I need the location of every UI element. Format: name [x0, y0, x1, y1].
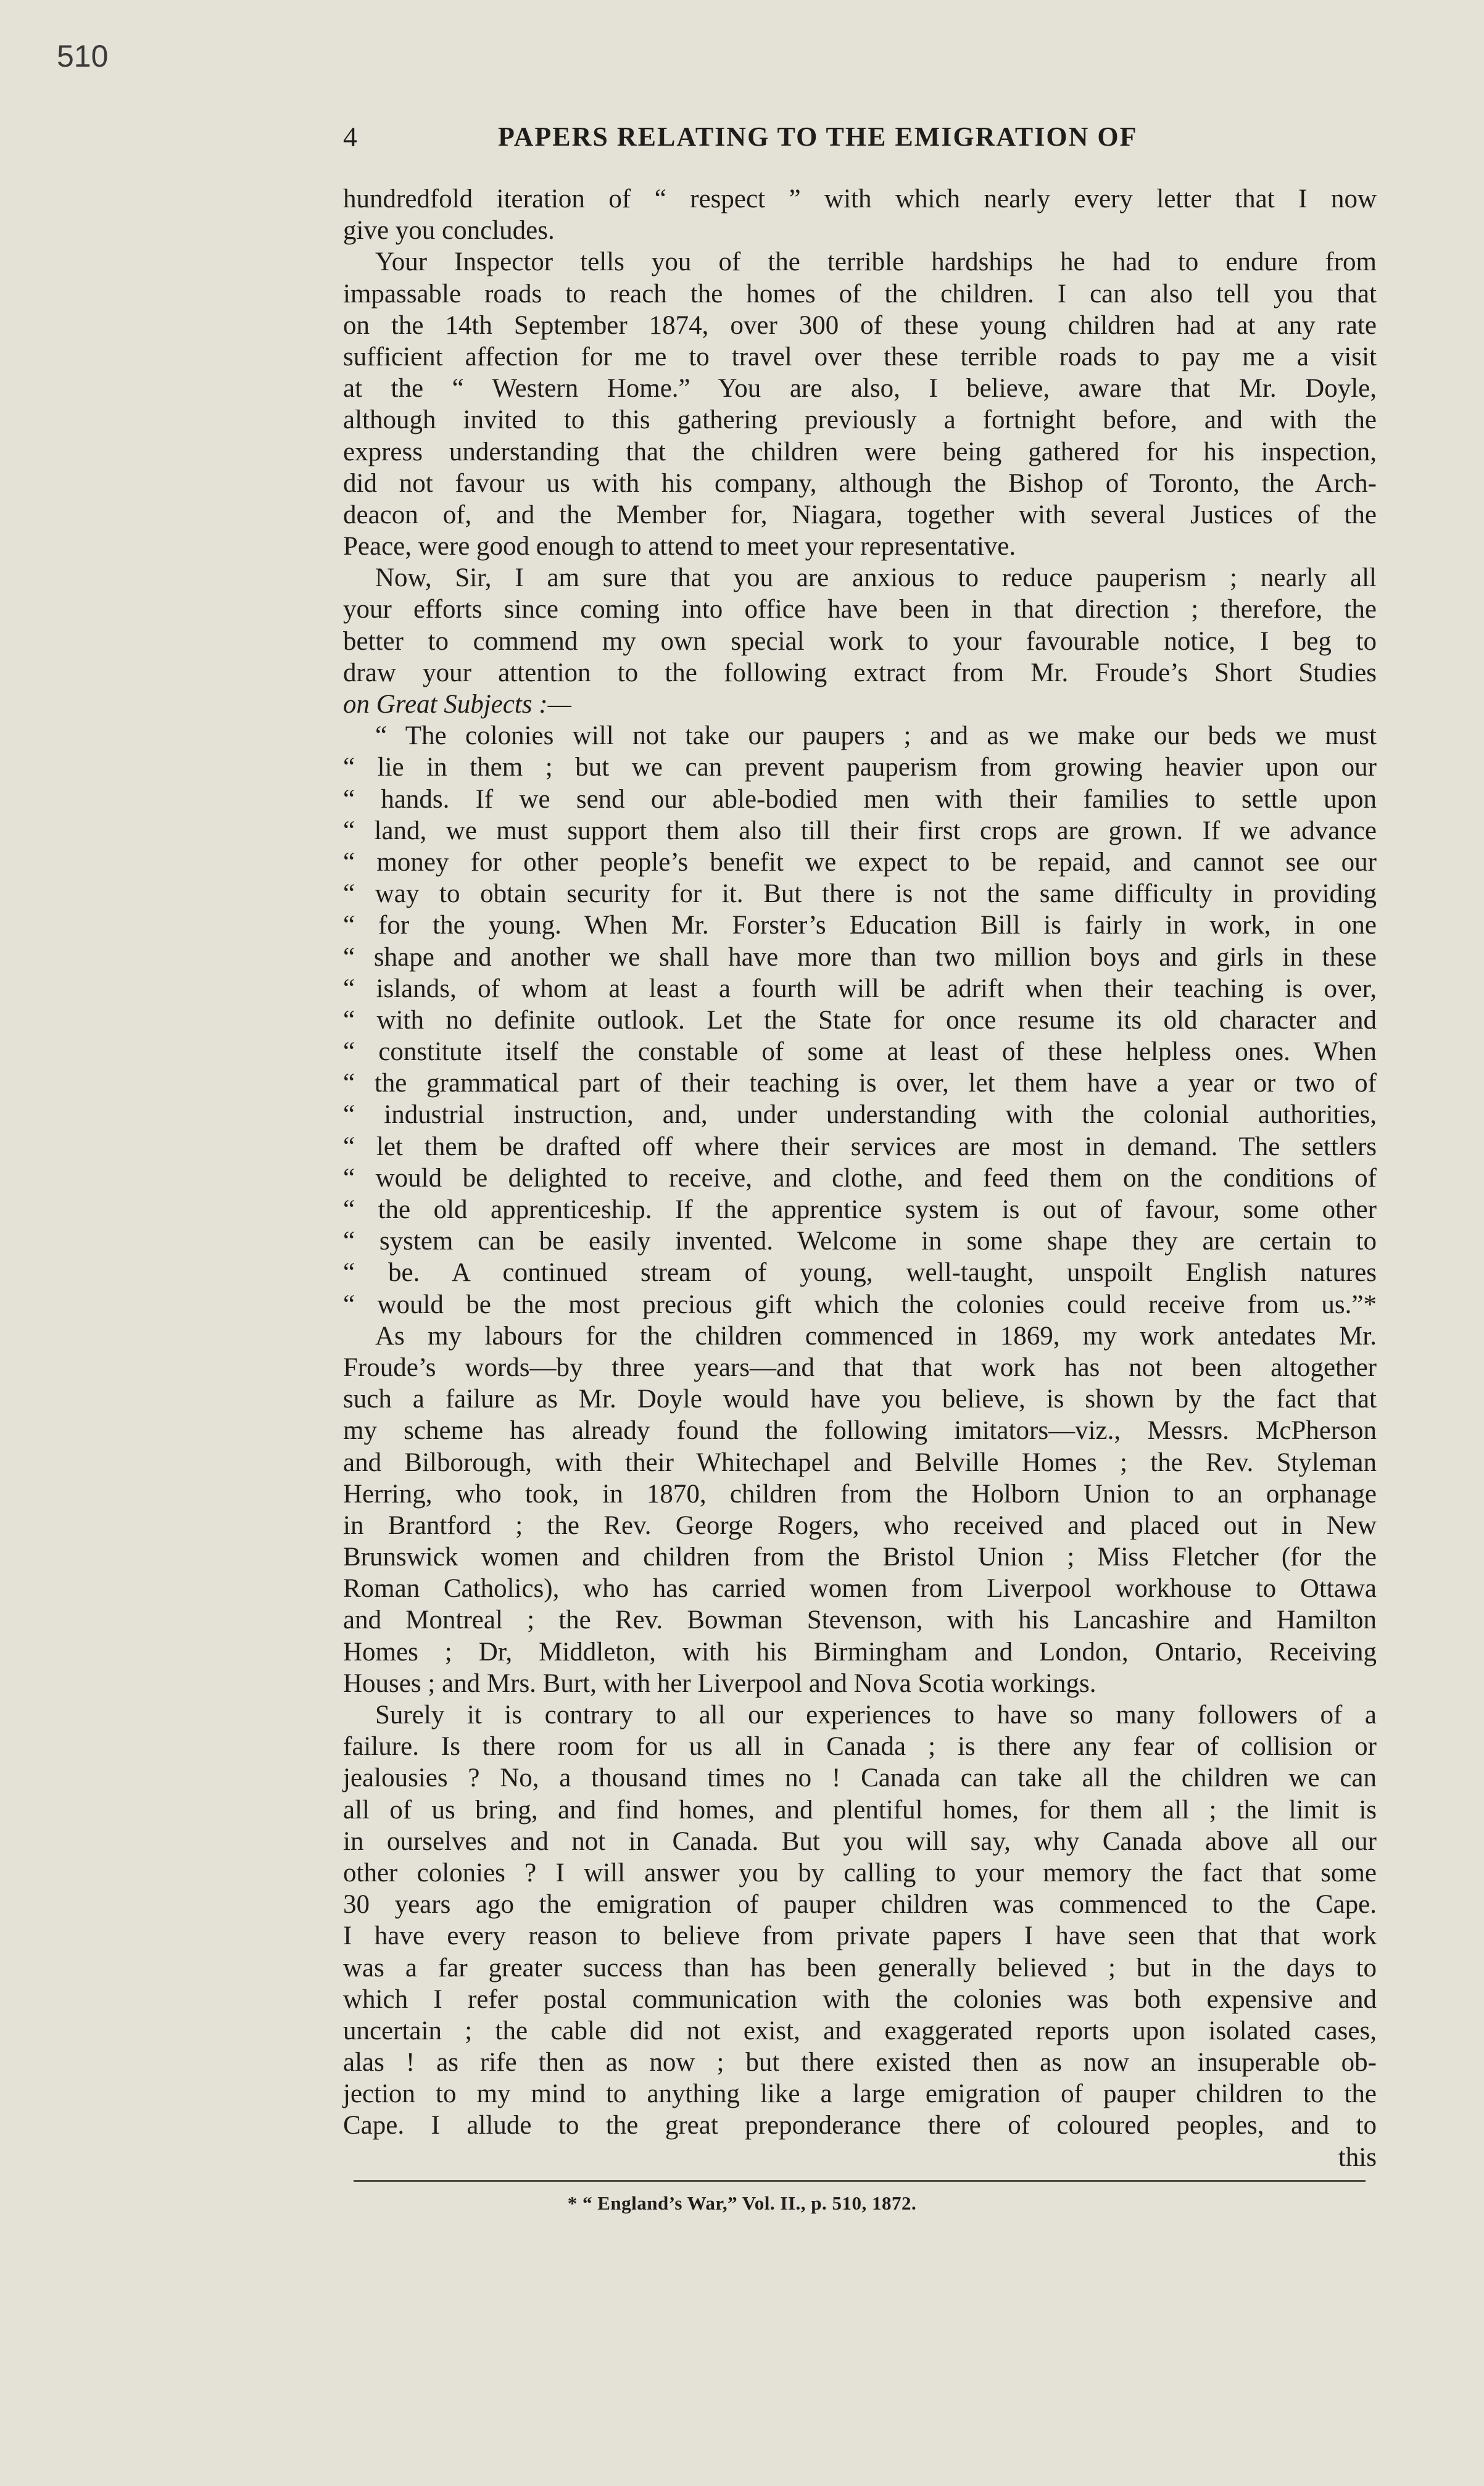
text-line: Cape. I allude to the great preponderance there of coloured peoples, and to: [343, 2111, 1377, 2140]
running-head-title: PAPERS RELATING TO THE EMIGRATION OF: [498, 122, 1138, 152]
quote-line: “ shape and another we shall have more than two million boys and girls in these: [343, 942, 1377, 972]
text-line: in Brantford ; the Rev. George Rogers, who received and placed out in New: [343, 1510, 1377, 1540]
text-line: failure. Is there room for us all in Canada ; is there any fear of collision or: [343, 1732, 1377, 1762]
quote-line: “ be. A continued stream of young, well-taught, unspoilt English natures: [343, 1258, 1377, 1288]
text-line: although invited to this gathering previously a fortnight before, and with the: [343, 405, 1377, 435]
text-line: give you concludes.: [343, 216, 555, 246]
text-line: in ourselves and not in Canada. But you will say, why Canada above all our: [343, 1826, 1377, 1856]
text-line: better to commend my own special work to your favourable notice, I beg to: [343, 626, 1377, 656]
text-line: sufficient affection for me to travel over these terrible roads to pay me a visit: [343, 342, 1377, 371]
text-line: my scheme has already found the following imitators—viz., Messrs. McPherson: [343, 1416, 1377, 1446]
text-line: was a far greater success than has been generally believed ; but in the days to: [343, 1953, 1377, 1983]
text-line: your efforts since coming into office have been in that direction ; therefore, the: [343, 595, 1377, 624]
text-line: on Great Subjects :—: [343, 690, 571, 719]
quote-line: “ way to obtain security for it. But there is not the same difficulty in providing: [343, 879, 1377, 909]
quote-line: “ lie in them ; but we can prevent pauperism from growing heavier upon our: [343, 753, 1377, 782]
text-line: and Montreal ; the Rev. Bowman Stevenson, with his Lancashire and Hamilton: [343, 1606, 1377, 1635]
text-line: such a failure as Mr. Doyle would have you believe, is shown by the fact that: [343, 1385, 1377, 1414]
text-line: As my labours for the children commenced in 1869, my work antedates Mr.: [375, 1321, 1377, 1351]
text-line: alas ! as rife then as now ; but there existed then as now an insuperable ob-: [343, 2048, 1377, 2078]
quote-line: “ constitute itself the constable of some at least of these helpless ones. When: [343, 1037, 1377, 1067]
text-line: other colonies ? I will answer you by calling to your memory the fact that some: [343, 1858, 1377, 1887]
text-line: hundredfold iteration of “ respect ” with which nearly every letter that I now: [343, 184, 1377, 213]
text-line: I have every reason to believe from private papers I have seen that that work: [343, 1921, 1377, 1951]
text-line: Roman Catholics), who has carried women from Liverpool workhouse to Ottawa: [343, 1574, 1377, 1604]
text-line: draw your attention to the following extract from Mr. Froude’s Short Studies: [343, 658, 1377, 687]
quote-line: “ industrial instruction, and, under understanding with the colonial authorities,: [343, 1100, 1377, 1130]
quote-line: “ with no definite outlook. Let the State for once resume its old character and: [343, 1005, 1377, 1035]
quote-line: “ hands. If we send our able-bodied men with their families to settle upon: [343, 784, 1377, 814]
body-text: [343, 183, 1377, 2173]
quote-line: “ would be delighted to receive, and clothe, and feed them on the conditions of: [343, 1163, 1377, 1193]
quote-line: “ the old apprenticeship. If the apprentice system is out of favour, some other: [343, 1195, 1377, 1224]
archive-page-number: 510: [57, 39, 109, 73]
quote-line: “ for the young. When Mr. Forster’s Education Bill is fairly in work, in one: [343, 911, 1377, 940]
catchword: this: [1338, 2142, 1377, 2172]
footnote: * “ England’s War,” Vol. II., p. 510, 1872.: [567, 2192, 917, 2214]
text-line: Now, Sir, I am sure that you are anxious to reduce pauperism ; nearly all: [375, 563, 1377, 593]
text-line: deacon of, and the Member for, Niagara, together with several Justices of the: [343, 500, 1377, 529]
text-line: Herring, who took, in 1870, children from the Holborn Union to an orphanage: [343, 1479, 1377, 1509]
text-line: which I refer postal communication with the colonies was both expensive and: [343, 1984, 1377, 2014]
text-line: impassable roads to reach the homes of the children. I can also tell you that: [343, 279, 1377, 309]
quote-line: “ money for other people’s benefit we expect to be repaid, and cannot see our: [343, 847, 1377, 877]
text-line: express understanding that the children were being gathered for his inspection,: [343, 437, 1377, 466]
text-line: and Bilborough, with their Whitechapel and Belville Homes ; the Rev. Styleman: [343, 1448, 1377, 1477]
text-line: all of us bring, and find homes, and plentiful homes, for them all ; the limit is: [343, 1795, 1377, 1825]
text-line: 30 years ago the emigration of pauper children was commenced to the Cape.: [343, 1890, 1377, 1920]
text-line: Homes ; Dr, Middleton, with his Birmingham and London, Ontario, Receiving: [343, 1637, 1377, 1667]
text-line: on the 14th September 1874, over 300 of these young children had at any rate: [343, 310, 1377, 340]
text-line: at the “ Western Home.” You are also, I believe, aware that Mr. Doyle,: [343, 374, 1377, 404]
text-line: did not favour us with his company, although the Bishop of Toronto, the Arch-: [343, 468, 1377, 498]
footnote-divider: [354, 2180, 1366, 2182]
quote-line: “ the grammatical part of their teaching is over, let them have a year or two of: [343, 1069, 1377, 1098]
quote-line: “ would be the most precious gift which the colonies could receive from us.”*: [343, 1290, 1377, 1319]
text-line: Houses ; and Mrs. Burt, with her Liverpool and Nova Scotia workings.: [343, 1668, 1096, 1698]
quote-line: “ system can be easily invented. Welcome in some shape they are certain to: [343, 1227, 1377, 1256]
text-line: Froude’s words—by three years—and that that work has not been altogether: [343, 1353, 1377, 1382]
text-line: jealousies ? No, a thousand times no ! Canada can take all the children we can: [343, 1763, 1377, 1793]
text-line: Your Inspector tells you of the terrible hardships he had to endure from: [375, 247, 1377, 277]
quote-line: “ The colonies will not take our paupers ; and as we make our beds we must: [375, 721, 1377, 751]
text-line: Surely it is contrary to all our experiences to have so many followers of a: [375, 1701, 1377, 1730]
text-line: Brunswick women and children from the Bristol Union ; Miss Fletcher (for the: [343, 1543, 1377, 1572]
text-line: jection to my mind to anything like a large emigration of pauper children to the: [343, 2079, 1377, 2109]
page-folio: 4: [343, 121, 357, 152]
quote-line: “ let them be drafted off where their services are most in demand. The settlers: [343, 1132, 1377, 1161]
text-line: Peace, were good enough to attend to meet your representative.: [343, 532, 1016, 561]
text-line: uncertain ; the cable did not exist, and exaggerated reports upon isolated cases,: [343, 2016, 1377, 2045]
quote-line: “ land, we must support them also till their first crops are grown. If we advance: [343, 816, 1377, 845]
quote-line: “ islands, of whom at least a fourth will be adrift when their teaching is over,: [343, 974, 1377, 1003]
